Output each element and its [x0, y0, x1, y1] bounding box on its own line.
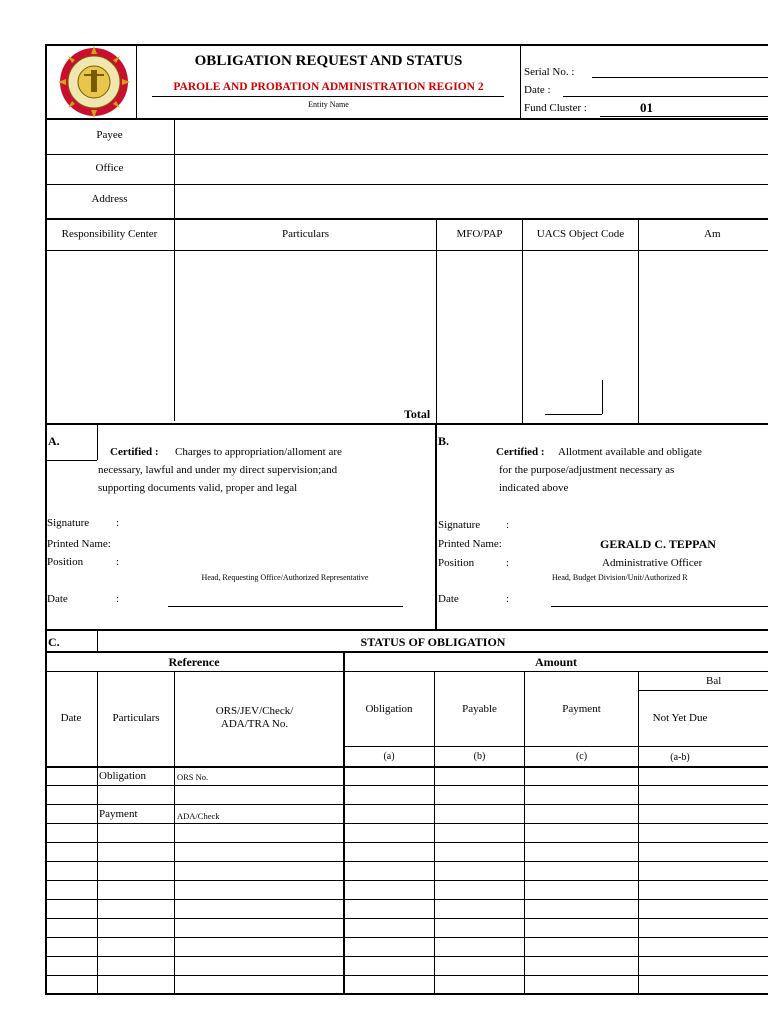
seal-icon — [58, 46, 130, 118]
table-row — [45, 880, 768, 881]
entity-name-caption: Entity Name — [308, 100, 349, 109]
section-a-colon-3: : — [116, 593, 120, 605]
status-col-particulars: Particulars — [112, 712, 160, 724]
section-b-line3: indicated above — [499, 482, 569, 494]
mfo-divider — [436, 218, 437, 423]
status-sub-a: (a) — [383, 751, 395, 762]
section-b-printed-name-label: Printed Name: — [438, 538, 502, 550]
top-border — [45, 44, 768, 46]
uacs-divider — [522, 218, 523, 423]
status-sub-ab: (a-b) — [670, 752, 690, 763]
certification-top-line — [45, 423, 768, 425]
section-b-position-value: Administrative Officer — [602, 557, 703, 569]
table-row — [45, 842, 768, 843]
status-sub-b: (b) — [473, 751, 486, 762]
table-row — [45, 956, 768, 957]
table-row — [45, 804, 768, 805]
table-row — [45, 899, 768, 900]
section-ab-divider — [435, 423, 437, 629]
status-col-obligation: Obligation — [365, 703, 413, 715]
section-c-letter: C. — [48, 635, 60, 649]
section-a-signature-label: Signature — [47, 517, 90, 529]
total-bracket-vertical — [602, 380, 603, 414]
col-responsibility-center: Responsibility Center — [61, 228, 158, 240]
total-amount-line[interactable] — [545, 414, 602, 415]
section-b-position-label: Position — [438, 557, 475, 569]
status-col-ors-line1: ORS/JEV/Check/ — [215, 705, 294, 717]
col-uacs-code: UACS Object Code — [536, 228, 625, 240]
payee-label: Payee — [96, 129, 123, 141]
agency-underline — [152, 96, 504, 97]
section-a-certified: Certified : — [110, 446, 159, 458]
section-a-colon-2: : — [116, 556, 120, 568]
status-subheader-line — [343, 746, 768, 747]
status-header-bottom — [45, 766, 768, 768]
section-a-letter-box — [97, 423, 98, 460]
status-reference-header: Reference — [168, 655, 220, 669]
section-b-line1: Allotment available and obligate — [558, 446, 702, 458]
section-b-colon-1: : — [506, 519, 510, 531]
section-b-letter: B. — [438, 434, 450, 448]
section-a-date-label: Date — [47, 593, 68, 605]
status-col-not-yet-due: Not Yet Due — [652, 712, 708, 724]
section-b-date-field[interactable] — [551, 606, 768, 607]
section-b-colon-2: : — [506, 557, 510, 569]
section-a-line1: Charges to appropriation/alloment are — [175, 446, 342, 458]
column-header-line — [45, 250, 768, 251]
section-b-date-label: Date — [438, 593, 459, 605]
agency-name: PAROLE AND PROBATION ADMINISTRATION REGION 2 — [173, 81, 484, 93]
amount-divider — [638, 218, 639, 423]
status-bottom-border — [45, 993, 768, 995]
status-row-ors-no: ORS No. — [177, 772, 209, 782]
office-label: Office — [95, 162, 124, 174]
section-a-colon-1: : — [116, 517, 120, 529]
section-a-date-field[interactable] — [168, 606, 403, 607]
table-row — [45, 861, 768, 862]
status-title: STATUS OF OBLIGATION — [360, 635, 506, 649]
total-label: Total — [404, 407, 431, 421]
section-a-letter: A. — [48, 434, 60, 448]
col-particulars: Particulars — [281, 228, 330, 240]
col-amount: Am — [704, 228, 721, 240]
table-row — [45, 823, 768, 824]
table-row — [45, 975, 768, 976]
status-row-payment: Payment — [99, 808, 138, 820]
table-row — [45, 918, 768, 919]
serial-label: Serial No. : — [524, 66, 575, 78]
status-balance-header: Bal — [706, 675, 722, 687]
section-c-title-line — [45, 651, 768, 653]
date-field[interactable] — [563, 96, 768, 97]
section-b-line2: for the purpose/adjustment necessary as — [499, 464, 675, 476]
status-col-payable: Payable — [462, 703, 497, 715]
section-b-printed-name-value: GERALD C. TEPPAN — [600, 537, 716, 551]
section-a-printed-name-label: Printed Name: — [47, 538, 111, 550]
serial-divider — [520, 44, 521, 118]
status-col-line-4 — [524, 671, 525, 994]
address-field[interactable] — [175, 185, 768, 218]
form-title: OBLIGATION REQUEST AND STATUS — [194, 53, 463, 69]
section-a-line3: supporting documents valid, proper and legal — [98, 482, 298, 494]
serial-field[interactable] — [592, 77, 768, 78]
status-sub-c: (c) — [575, 751, 588, 762]
section-a-line2: necessary, lawful and under my direct supervision;and — [98, 464, 338, 476]
status-col-line-3 — [434, 671, 435, 994]
table-row — [45, 937, 768, 938]
fund-cluster-field[interactable] — [600, 116, 768, 117]
status-col-ors-line2: ADA/TRA No. — [220, 718, 289, 730]
section-b-signature-label: Signature — [438, 519, 481, 531]
status-amount-header: Amount — [534, 655, 577, 669]
section-c-top-line — [45, 629, 768, 631]
section-a-caption: Head, Requesting Office/Authorized Representative — [201, 573, 369, 582]
section-a-letter-box-bottom — [45, 460, 97, 461]
status-row-ada-check: ADA/Check — [177, 811, 220, 821]
section-a-position-label: Position — [47, 556, 84, 568]
fund-cluster-value: 01 — [640, 100, 653, 115]
section-b-certified: Certified : — [496, 446, 545, 458]
payee-field[interactable] — [175, 119, 768, 154]
section-b-colon-3: : — [506, 593, 510, 605]
address-row-line — [45, 218, 768, 220]
fund-cluster-label: Fund Cluster : — [524, 102, 587, 114]
office-field[interactable] — [175, 155, 768, 184]
table-row — [45, 785, 768, 786]
status-col-payment: Payment — [562, 703, 601, 715]
status-col-date: Date — [60, 712, 82, 724]
agency-seal-logo — [58, 46, 130, 118]
date-label: Date : — [524, 84, 551, 96]
balance-group-line — [638, 690, 768, 691]
section-b-caption: Head, Budget Division/Unit/Authorized R — [552, 573, 688, 582]
status-group-line — [45, 671, 768, 672]
col-mfo-pap: MFO/PAP — [456, 228, 503, 240]
status-row-obligation: Obligation — [99, 770, 147, 782]
address-label: Address — [91, 193, 128, 205]
